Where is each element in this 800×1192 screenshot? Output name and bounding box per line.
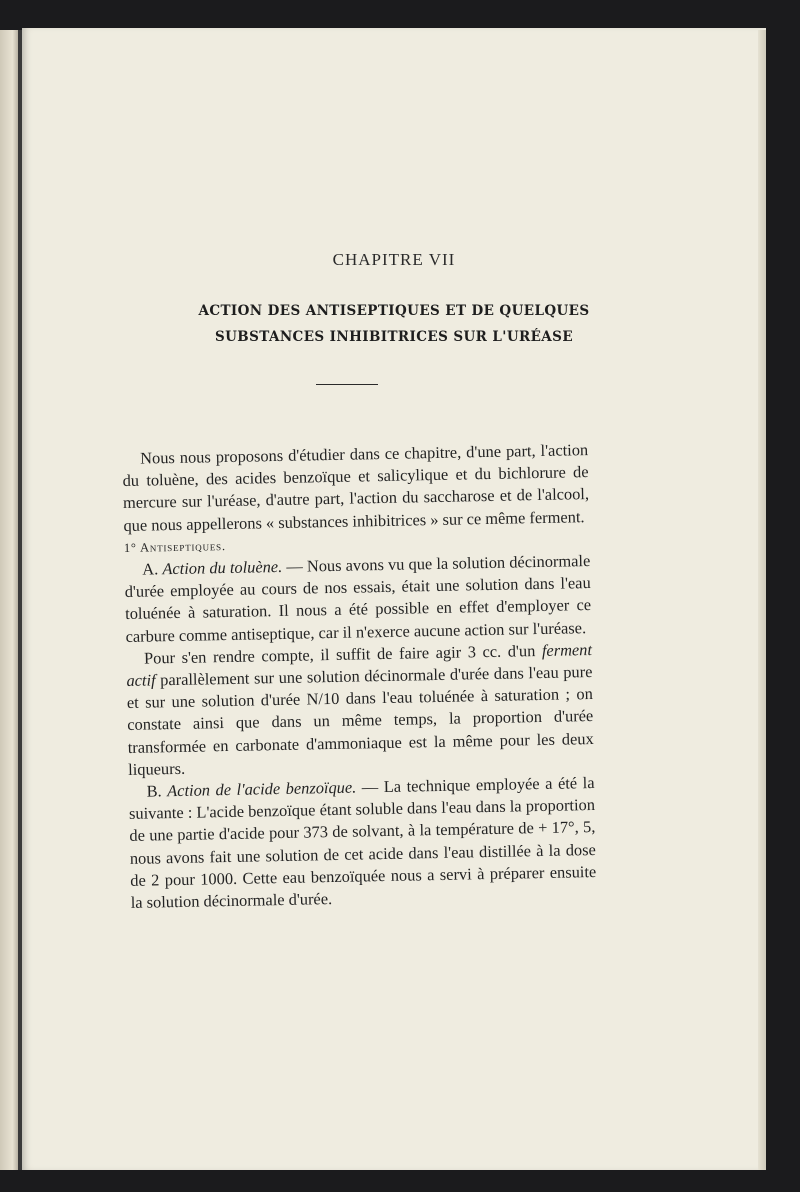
book-page bbox=[22, 28, 766, 1170]
paragraph-toluene-2-after: parallèlement sur une solution décinormale d'urée dans l'eau pure et sur une solution d'urée N/10 dans l'eau toluénée à saturation ; on constate ainsi que dans un même temps, la proportion d'urée transformée en carbonate d'ammoniaque est la même pour les deux liqueurs. bbox=[126, 662, 594, 779]
paragraph-benzoique bbox=[128, 772, 596, 914]
subheading-antiseptiques: 1° Antiseptiques. bbox=[123, 538, 226, 555]
intro-paragraph: Nous nous proposons d'étudier dans ce chapitre, d'une part, l'action du toluène, des acides benzoïque et salicylique et du bichlorure de mercure sur l'uréase, d'autre part, l'action du saccharose et de l'alcool, que nous appellerons « substances inhibitrices » sur ce même ferment. bbox=[122, 440, 590, 535]
paragraph-label-b: B. bbox=[146, 781, 162, 801]
paragraph-label-a: A. bbox=[142, 559, 159, 579]
chapter-heading: CHAPITRE VII bbox=[332, 250, 456, 269]
paragraph-toluene-title: Action du toluène. bbox=[162, 556, 283, 579]
body-text bbox=[122, 439, 597, 914]
paragraph-benzoique-title: Action de l'acide benzoïque. bbox=[167, 777, 357, 801]
section-title-line-2: SUBSTANCES INHIBITRICES SUR L'URÉASE bbox=[214, 329, 574, 345]
left-page-edge bbox=[0, 30, 18, 1170]
section-title-line-1: ACTION DES ANTISEPTIQUES ET DE QUELQUES bbox=[198, 303, 590, 319]
paragraph-toluene-2-before: Pour s'en rendre compte, il suffit de faire agir 3 cc. d'un bbox=[143, 640, 543, 668]
paragraph-toluene bbox=[124, 550, 592, 648]
paragraph-toluene-text: — Nous avons vu que la solution décinormale d'urée employée au cours de nos essais, était une solution dans l'eau toluénée à saturation. Il nous a été possible en effet d'employer ce carbure comme antiseptique, car il n'exerce aucune action sur l'uréase. bbox=[124, 551, 592, 646]
separator-rule bbox=[316, 384, 378, 385]
section-title bbox=[22, 298, 766, 350]
page-right-edge bbox=[758, 30, 766, 1170]
paragraph-benzoique-text: — La technique employée a été la suivante : L'acide benzoïque étant soluble dans l'eau dans la proportion de une partie d'acide pour 373 de solvant, à la température de + 17°, 5, nous avons fait une solution de cet acide dans l'eau distillée à la dose de 2 pour 1000. Cette eau benzoïquée nous a servi à préparer ensuite la solution décinormale d'urée. bbox=[128, 773, 597, 912]
paragraph-toluene-2 bbox=[126, 639, 594, 781]
paragraph-toluene-2-italic: ferment actif bbox=[126, 639, 593, 690]
